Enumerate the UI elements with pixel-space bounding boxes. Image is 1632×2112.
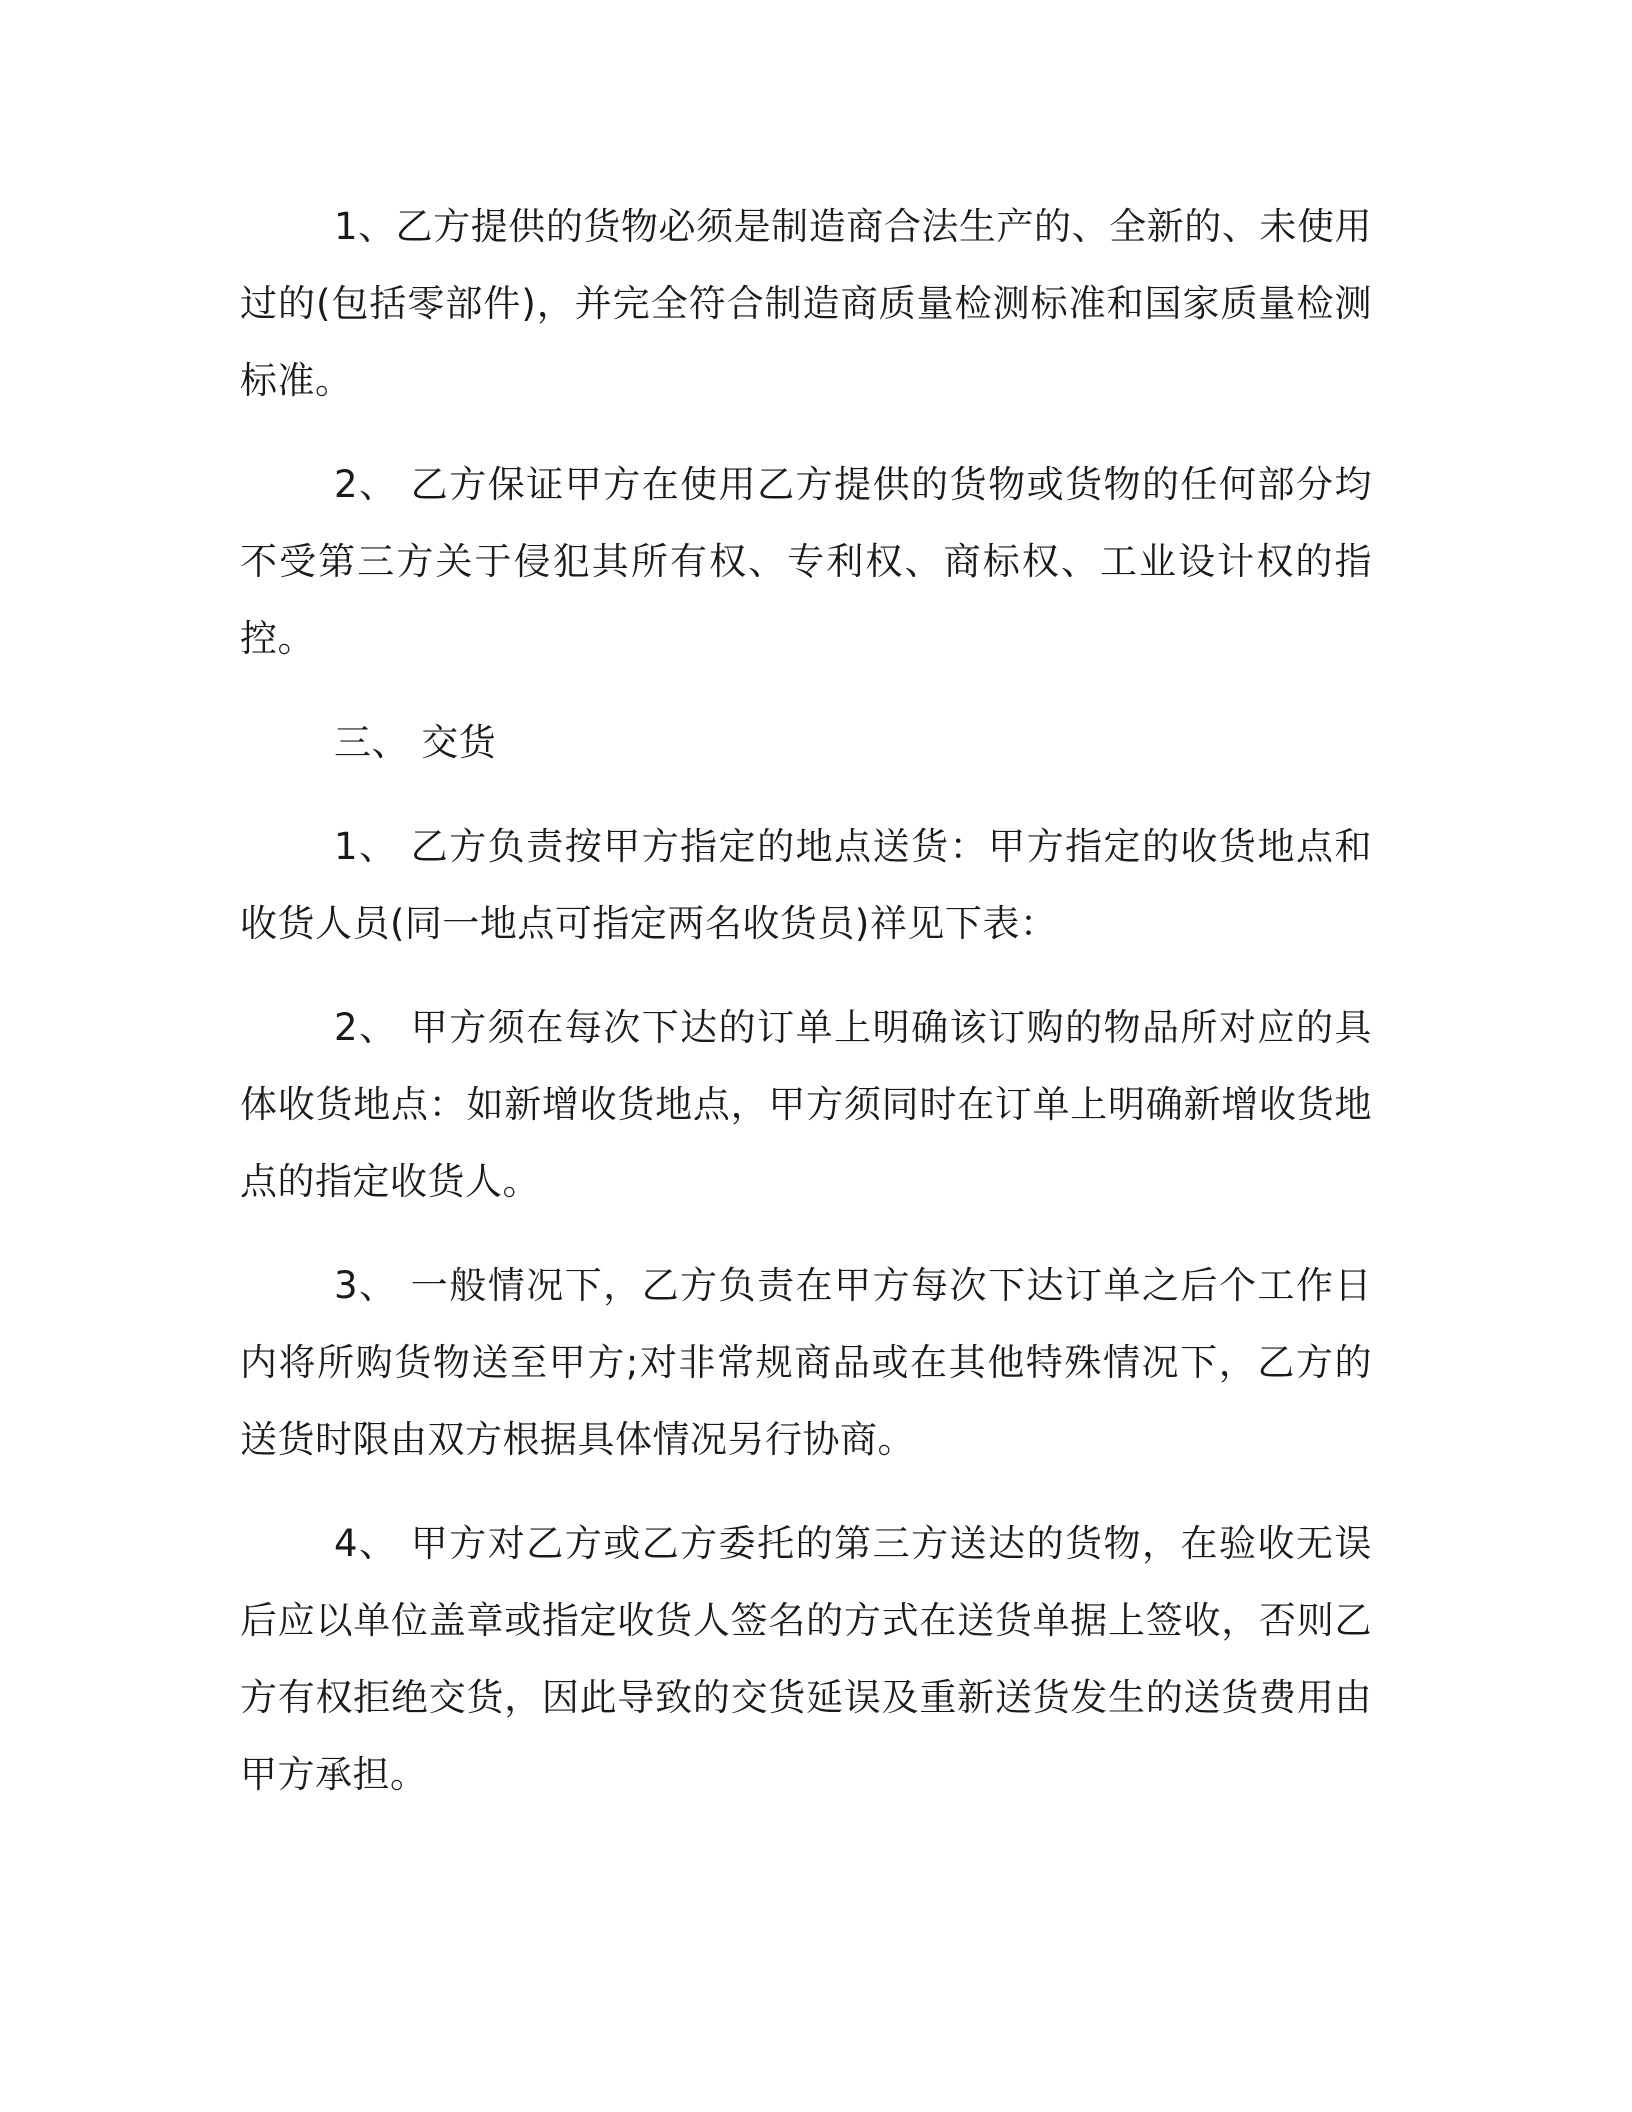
paragraph-ip-guarantee: 2、 乙方保证甲方在使用乙方提供的货物或货物的任何部分均不受第三方关于侵犯其所有权、专利权、商标权、工业设计权的指控。 (240, 463, 1372, 660)
paragraph-quality-guarantee: 1、乙方提供的货物必须是制造商合法生产的、全新的、未使用过的(包括零部件)，并完全符合制造商质量检测标准和国家质量检测标准。 (240, 205, 1372, 402)
paragraph-delivery-time: 3、 一般情况下，乙方负责在甲方每次下达订单之后个工作日内将所购货物送至甲方;对非常规商品或在其他特殊情况下，乙方的送货时限由双方根据具体情况另行协商。 (240, 1264, 1372, 1461)
paragraph-acceptance: 4、 甲方对乙方或乙方委托的第三方送达的货物，在验收无误后应以单位盖章或指定收货人签名的方式在送货单据上签收，否则乙方有权拒绝交货，因此导致的交货延误及重新送货发生的送货费用由甲方承担。 (240, 1522, 1372, 1796)
section-heading-delivery: 三、 交货 (334, 721, 497, 764)
paragraph-order-location: 2、 甲方须在每次下达的订单上明确该订购的物品所对应的具体收货地点：如新增收货地点，甲方须同时在订单上明确新增收货地点的指定收货人。 (240, 1006, 1372, 1203)
paragraph-delivery-location: 1、 乙方负责按甲方指定的地点送货：甲方指定的收货地点和收货人员(同一地点可指定两名收货员)祥见下表： (240, 825, 1372, 945)
